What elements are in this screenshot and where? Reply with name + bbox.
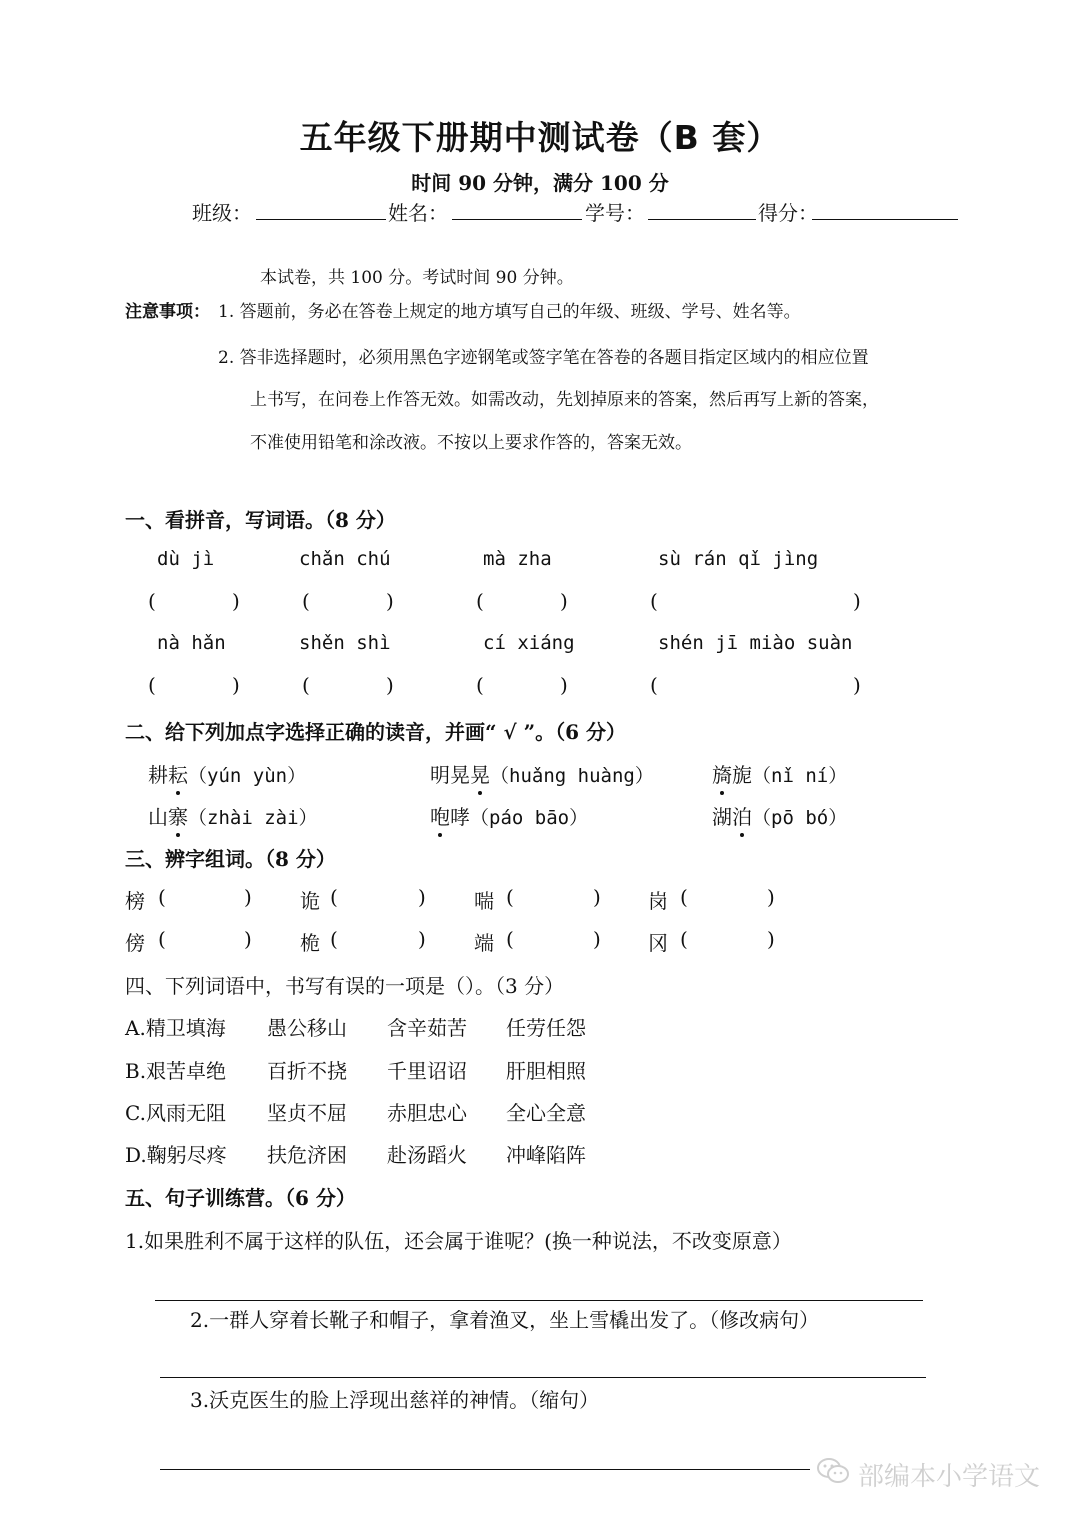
score-label: 得分： [758, 201, 818, 225]
pinyin-item: cí xiáng [483, 632, 575, 654]
answer-line-2[interactable] [160, 1377, 926, 1378]
reading-choice-item[interactable]: 旖旎（nǐ ní） [712, 759, 847, 788]
notes-intro: 本试卷，共 100 分。考试时间 90 分钟。 [260, 268, 574, 288]
notes-item-2-line-3: 不准使用铅笔和涂改液。不按以上要求作答的，答案无效。 [250, 433, 692, 453]
section-3-heading: 三、辨字组词。（8 分） [125, 847, 336, 871]
class-label: 班级： [192, 201, 252, 225]
reading-choice-item[interactable]: 山寨（zhài zài） [148, 801, 318, 830]
section-4-heading: 四、下列词语中，书写有误的一项是（）。（3 分） [125, 974, 565, 998]
notes-item-2-line-1: 2. 答非选择题时，必须用黑色字迹钢笔或签字笔在答卷的各题目指定区域内的相应位置 [218, 348, 869, 368]
score-field[interactable] [812, 219, 958, 220]
answer-line-1[interactable] [155, 1300, 923, 1301]
section-2-heading: 二、给下列加点字选择正确的读音，并画“ √ ”。（6 分） [125, 720, 626, 744]
page-subtitle: 时间 90 分钟，满分 100 分 [411, 171, 669, 195]
sentence-question-1: 1.如果胜利不属于这样的队伍，还会属于谁呢？(换一种说法，不改变原意） [125, 1229, 792, 1253]
section-1-heading: 一、看拼音，写词语。（8 分） [125, 508, 396, 532]
name-field[interactable] [452, 219, 582, 220]
dotted-char: 晃 [470, 759, 490, 788]
wechat-icon [816, 1456, 850, 1486]
pinyin-item: shén jī miào suàn [658, 632, 853, 654]
answer-line-3[interactable] [160, 1469, 810, 1470]
notes-item-1: 1. 答题前，务必在答卷上规定的地方填写自己的年级、班级、学号、姓名等。 [218, 302, 801, 322]
reading-choice-item[interactable]: 咆哮（páo bāo） [430, 801, 588, 830]
pinyin-item: mà zha [483, 548, 552, 570]
sentence-question-2: 2.一群人穿着长靴子和帽子，拿着渔叉，坐上雪橇出发了。（修改病句） [190, 1308, 820, 1332]
class-field[interactable] [256, 219, 386, 220]
dotted-char: 咆 [430, 801, 450, 830]
dotted-char: 泊 [732, 801, 752, 830]
name-label: 姓名： [388, 201, 448, 225]
notes-item-2-line-2: 上书写，在问卷上作答无效。如需改动，先划掉原来的答案，然后再写上新的答案， [250, 390, 879, 410]
notes-heading: 注意事项： [125, 302, 210, 322]
reading-choice-item[interactable]: 湖泊（pō bó） [712, 801, 847, 830]
pinyin-item: sù rán qǐ jìng [658, 548, 819, 570]
dotted-char: 耘 [168, 759, 188, 788]
student-id-label: 学号： [585, 201, 645, 225]
sentence-question-3: 3.沃克医生的脸上浮现出慈祥的神情。（缩句） [190, 1388, 600, 1412]
student-id-field[interactable] [648, 219, 756, 220]
dotted-char: 寨 [168, 801, 188, 830]
dotted-char: 旖 [712, 759, 732, 788]
page-title: 五年级下册期中测试卷（B 套） [299, 118, 781, 157]
pinyin-item: shěn shì [299, 632, 391, 654]
watermark-text: 部编本小学语文 [858, 1462, 1041, 1492]
reading-choice-item[interactable]: 耕耘（yún yùn） [148, 759, 306, 788]
pinyin-item: dù jì [157, 548, 215, 570]
pinyin-item: nà hǎn [157, 632, 226, 654]
section-5-heading: 五、句子训练营。（6 分） [125, 1186, 356, 1210]
reading-choice-item[interactable]: 明晃晃（huǎng huàng） [430, 759, 654, 788]
pinyin-item: chǎn chú [299, 548, 391, 570]
